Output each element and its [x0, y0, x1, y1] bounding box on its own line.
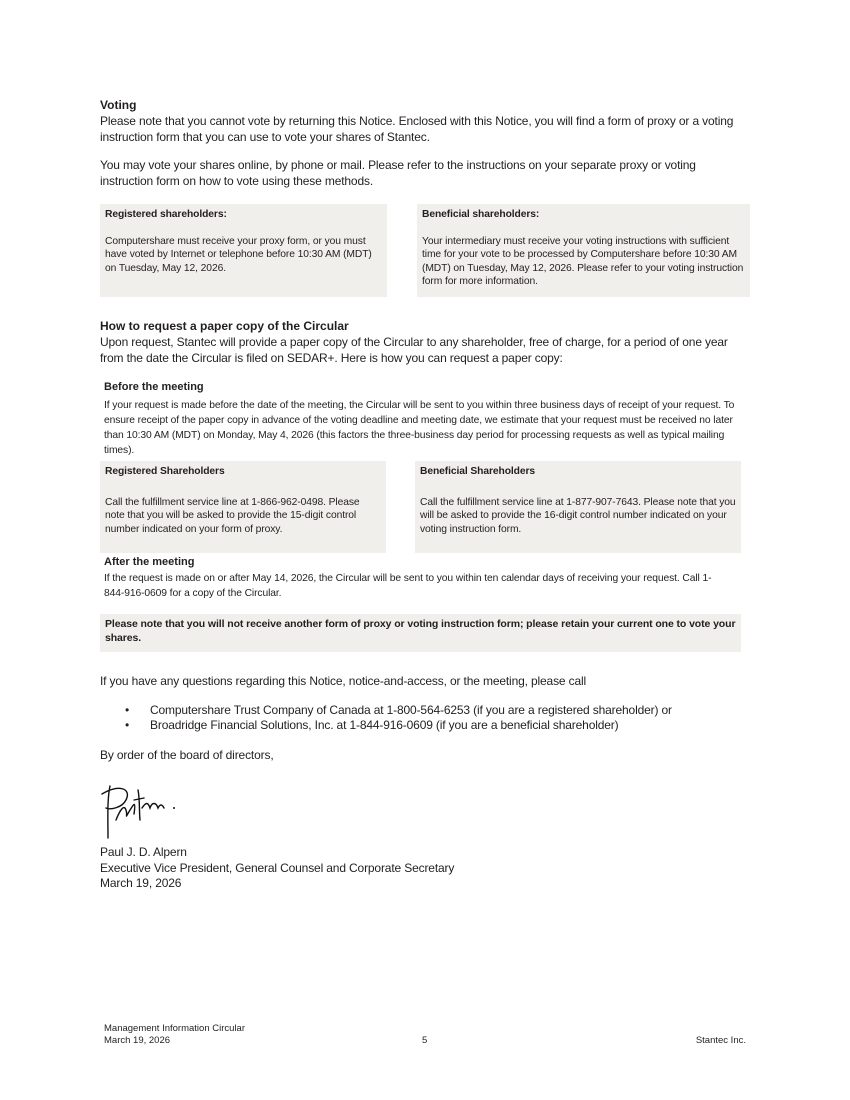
footer-date: March 19, 2026 — [104, 1035, 171, 1046]
signatory-block — [100, 845, 454, 892]
retain-form-note: Please note that you will not receive another form of proxy or voting instruction form; please retain your current one to vote your shares. — [100, 614, 741, 652]
signature-image — [98, 780, 188, 842]
before-meeting-heading: Before the meeting — [104, 381, 204, 393]
after-meeting-heading: After the meeting — [104, 556, 195, 568]
box-text: Call the fulfillment service line at 1-866-962-0498. Please note that you will be asked to provide the 15-digit control number indicated on your form of proxy. — [105, 496, 360, 535]
questions-intro: If you have any questions regarding this Notice, notice-and-access, or the meeting, please call — [100, 674, 587, 688]
paper-copy-heading: How to request a paper copy of the Circular — [100, 319, 349, 333]
after-meeting-text: If the request is made on or after May 14, 2026, the Circular will be sent to you within ten calendar days of receiving your request. Call 1-844-916-0609 for a copy of the Circular. — [104, 573, 712, 599]
paper-copy-intro: Upon request, Stantec will provide a paper copy of the Circular to any shareholder, free of charge, for a period of one year from the date the Circular is filed on SEDAR+. Here is how you can request a paper copy: — [100, 335, 728, 365]
beneficial-request-box — [415, 461, 741, 553]
box-title: Registered shareholders: — [105, 209, 227, 220]
signatory-name: Paul J. D. Alpern — [100, 845, 187, 859]
voting-para-2: You may vote your shares online, by phone or mail. Please refer to the instructions on your separate proxy or voting instruction form on how to vote using these methods. — [100, 158, 696, 188]
page-number: 5 — [422, 1035, 428, 1046]
registered-request-box — [100, 461, 386, 553]
box-text: Call the fulfillment service line at 1-877-907-7643. Please note that you will be asked to provide the 16-digit control number indicated on your voting instruction form. — [420, 496, 736, 535]
before-meeting-text: If your request is made before the date of the meeting, the Circular will be sent to you within three business days of receipt of your request. To ensure receipt of the paper copy in advance of the voting deadline and meeting date, we estimate that your request must be received no later than 10:30 AM (MDT) on Monday, May 4, 2026 (this factors the three-business day period for processing requests as well as typical mailing times). — [104, 400, 735, 456]
footer-doc-title: Management Information Circular — [104, 1023, 245, 1034]
registered-voting-box — [100, 204, 387, 297]
signature-date: March 19, 2026 — [100, 876, 182, 890]
list-item: • Broadridge Financial Solutions, Inc. at 1-844-916-0609 (if you are a beneficial shareholder) — [100, 718, 750, 733]
contact-list — [100, 703, 750, 733]
list-item: • Computershare Trust Company of Canada at 1-800-564-6253 (if you are a registered shareholder) or — [100, 703, 750, 718]
voting-heading: Voting — [100, 98, 137, 112]
footer-left — [104, 1023, 245, 1047]
box-text: Computershare must receive your proxy form, or you must have voted by Internet or telephone before 10:30 AM (MDT) on Tuesday, May 12, 2026. — [105, 235, 372, 274]
box-title: Beneficial shareholders: — [422, 209, 540, 220]
by-order-text: By order of the board of directors, — [100, 748, 274, 762]
voting-para-1: Please note that you cannot vote by returning this Notice. Enclosed with this Notice, you will find a form of proxy or a voting instruction form that you can use to vote your shares of Stantec. — [100, 114, 734, 144]
beneficial-voting-box — [417, 204, 750, 297]
box-text: Your intermediary must receive your voting instructions with sufficient time for your vote to be processed by Computershare before 10:30 AM (MDT) on Tuesday, May 12, 2026. Please refer to your voting instruction form for more information. — [422, 235, 744, 287]
box-title: Registered Shareholders — [105, 466, 225, 477]
footer-company: Stantec Inc. — [695, 1035, 746, 1046]
signatory-title: Executive Vice President, General Counsel and Corporate Secretary — [100, 860, 455, 875]
box-title: Beneficial Shareholders — [420, 466, 536, 477]
